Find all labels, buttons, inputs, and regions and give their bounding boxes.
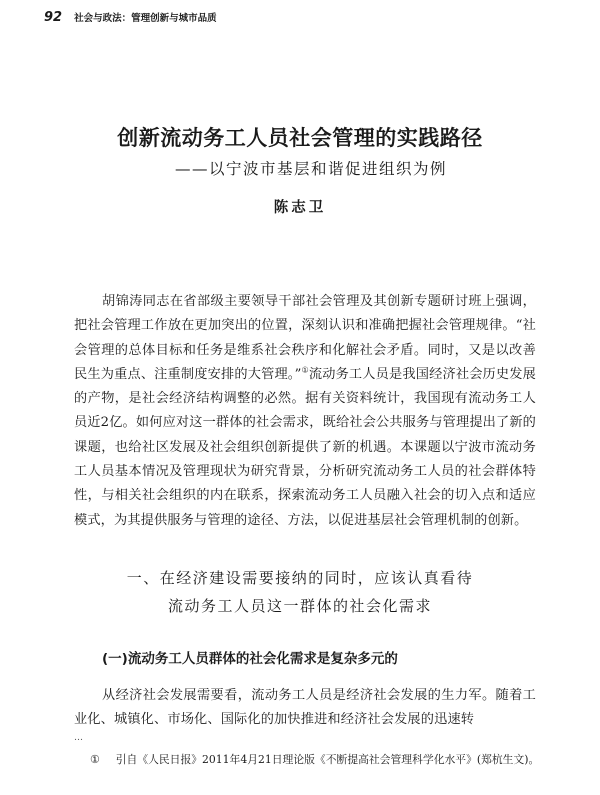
footnote-marker: ① xyxy=(90,753,100,766)
section-heading-line2: 流动务工人员这一群体的社会化需求 xyxy=(167,597,432,615)
cut-off-text-line: … xyxy=(74,733,85,742)
running-header xyxy=(44,10,217,30)
section-heading-line1: 一、在经济建设需要接纳的同时，应该认真看待 xyxy=(126,569,474,587)
intro-text-part2: 流动务工人员是我国经济社会历史发展的产物，是社会经济结构调整的必然。据有关资料统计，我国现有流动务工人员近2亿。如何应对这一群体的社会需求，既给社会公共服务与管理提出了新的课题，也给社区发展及社会组织创新提供了新的机遇。本课题以宁波市流动务工人员基本情况及管理现状为研究背景，分析研究流动务工人员的社会群体特性，与相关社会组织的内在联系，探索流动务工人员融入社会的切入点和适应模式，为其提供服务与管理的途径、方法，以促进基层社会管理机制的创新。 xyxy=(74,366,537,528)
article-title: 创新流动务工人员社会管理的实践路径 xyxy=(117,126,483,150)
running-title: 社会与政法：管理创新与城市品质 xyxy=(74,13,217,24)
author-name: 陈志卫 xyxy=(273,199,327,216)
footnote xyxy=(90,752,539,767)
body-paragraph-2 xyxy=(74,684,536,733)
article-subtitle: ——以宁波市基层和谐促进组织为例 xyxy=(175,160,448,178)
page-number: 92 xyxy=(44,10,63,25)
intro-text-part1: 胡锦涛同志在省部级主要领导干部社会管理及其创新专题研讨班上强调，把社会管理工作放在更加突出的位置，深刻认识和准确把握社会管理规律。“社会管理的总体目标和任务是维系社会秩序和化解社会矛盾。同时，又是以改善民生为重点、注重制度安排的大管理。” xyxy=(74,294,536,382)
footnote-ref[interactable]: ① xyxy=(301,365,309,375)
intro-paragraph xyxy=(74,290,536,533)
section-heading-1 xyxy=(0,564,600,620)
footnote-text: 引自《人民日报》2011年4月21日理论版《不断提高社会管理科学化水平》(郑杭生文)。 xyxy=(115,753,540,766)
subsection-heading: (一)流动务工人员群体的社会化需求是复杂多元的 xyxy=(102,651,398,667)
paragraph-2-text: 从经济社会发展需要看，流动务工人员是经济社会发展的生力军。随着工业化、城镇化、市场化、国际化的加快推进和经济社会发展的迅速转 xyxy=(74,688,536,728)
